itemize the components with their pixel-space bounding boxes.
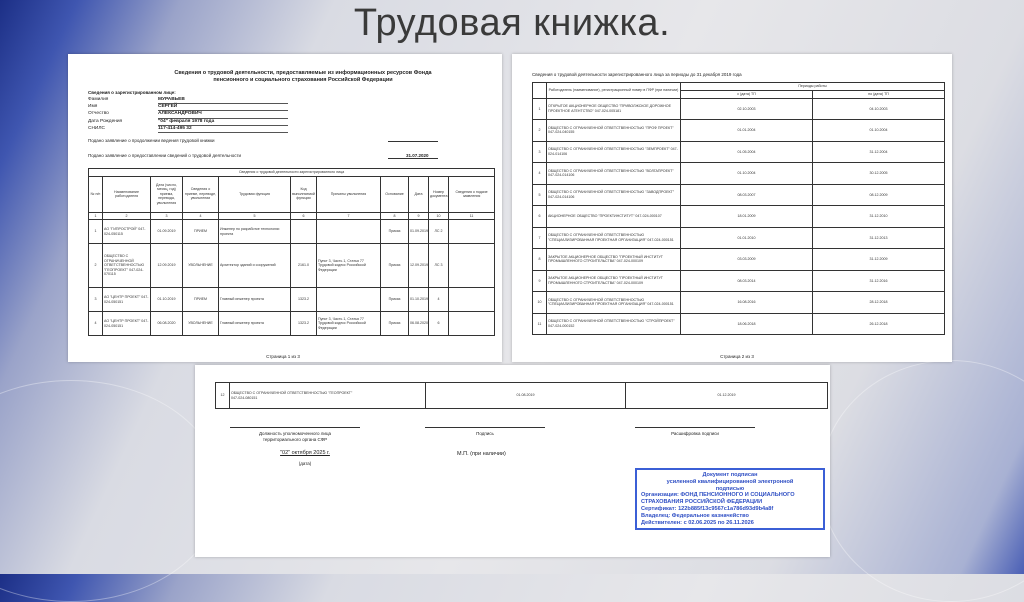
employment-column-header: Дата [409,176,429,212]
table-row [533,292,945,314]
history-cell-to: 31.12.2010 [813,206,945,228]
history-cell-emp: АКЦИОНЕРНОЕ ОБЩЕСТВО "ПРОЕКТИНСТИТУТ" 047-024-000107 [547,206,681,228]
table-row [89,244,495,288]
table-row [533,313,945,335]
employment-column-number: 6 [291,212,317,220]
table-row [533,163,945,185]
history-cell-n: 4 [533,163,547,185]
history-cell-to: 28.12.2018 [813,292,945,314]
page2-label: Страница 2 из 3 [720,354,754,359]
history-cell-n: 8 [533,249,547,271]
background-swirl [0,380,222,602]
sign-date-caption: (дата) [298,461,312,466]
history-cell-from: 08.03.2007 [681,184,813,206]
stamp-line2: усиленной квалифицированной электронной [666,478,794,485]
history-employer-header: Работодатель (наименование), регистрационный номер в ПФР (при наличии) [547,83,681,99]
person-field-value: СЕРГЕЙ [158,104,288,111]
employment-cell-ddate: 01.09.2019 [409,220,429,244]
employment-cell-doc: Приказ [381,244,409,288]
history-cell-emp: ЗАКРЫТОЕ АКЦИОНЕРНОЕ ОБЩЕСТВО "ПРОЕКТНЫЙ ИНСТИТУТ ПРОМЫШЛЕННОГО СТРОИТЕЛЬСТВА" 047-024-000109 [547,249,681,271]
history-to-header: по (дата) ТП [813,90,945,98]
slide-title: Трудовая книжка. [353,2,671,44]
table-row [533,227,945,249]
employment-cell-reason: Пункт 3, Часть 1, Статья 77 Трудовой кодекс Российской Федерации [317,244,381,288]
employment-cell-num: ЛС 2 [429,220,449,244]
employment-column-header: Номер документа [429,176,449,212]
employment-cell-doc: Приказ [381,220,409,244]
history-cell-from: 01.01.2010 [681,227,813,249]
employment-column-header: Код выполняемой функции [291,176,317,212]
employment-cell-date: 06.08.2020 [151,312,183,336]
stamp-organization: Организация: ФОНД ПЕНСИОННОГО И СОЦИАЛЬНОГО СТРАХОВАНИЯ РОССИЙСКОЙ ФЕДЕРАЦИИ [641,492,795,506]
stamp-certificate: Сертификат: 122b885f13c9567c1a786d93d9b4a8f [641,505,774,512]
person-fields [88,97,298,133]
employment-cell-num: 6 [429,312,449,336]
statement2-line [388,158,438,159]
page1-heading: Сведения о трудовой деятельности, предоставляемые из информационных ресурсов Фонда пенсионного и социального страхования Российской Федерации [174,70,432,83]
sign-decode-line [635,427,755,428]
sign-position-caption: Должность уполномоченного лица территориального органа СФР [258,431,332,442]
person-field [88,111,298,118]
page3-from-date: 01.08.2019 [426,383,626,409]
sign-signature-line [425,427,545,428]
history-cell-emp: ОБЩЕСТВО С ОГРАНИЧЕННОЙ ОТВЕТСТВЕННОСТЬЮ "ЗАВОДПРОЕКТ" 047-024-014106 [547,184,681,206]
employment-column-number: 1 [89,212,103,220]
history-cell-n: 7 [533,227,547,249]
history-cell-from: 03.03.2009 [681,249,813,271]
employment-cell-code: 1323.2 [291,312,317,336]
history-cell-n: 11 [533,313,547,335]
employment-cell-code: 1323.2 [291,288,317,312]
employment-column-header: Трудовая функция [219,176,291,212]
employment-column-number: 5 [219,212,291,220]
statement-continue-book: Подано заявление о продолжении ведения трудовой книжки [88,138,215,143]
employment-table [88,168,495,336]
employment-column-header: Причины увольнения [317,176,381,212]
table-row [533,120,945,142]
employment-cell-date: 01.09.2019 [151,220,183,244]
person-field-label: Фамилия [88,97,109,102]
employment-cell-date: 01.10.2019 [151,288,183,312]
person-field-value: МУРАВЬЕВ [158,97,288,104]
employment-cell-event: ПРИЕМ [183,220,219,244]
person-field [88,119,298,126]
person-header: Сведения о зарегистрированном лице: [88,90,176,95]
history-cell-emp: ОБЩЕСТВО С ОГРАНИЧЕННОЙ ОТВЕТСТВЕННОСТЬЮ "СПЕЦИАЛИЗИРОВАННАЯ ПРОЕКТНАЯ ОРГАНИЗАЦИЯ" 047-024-000151 [547,292,681,314]
employment-cell-doc: Приказ [381,288,409,312]
page3-employer: ОБЩЕСТВО С ОГРАНИЧЕННОЙ ОТВЕТСТВЕННОСТЬЮ "ГЕОПРОЕКТ" [231,391,353,395]
employment-cell-emp: АО "ЦЕНТР ПРОЕКТ" 047-024-050151 [103,312,151,336]
employment-cell-func: Главный инженер проекта [219,312,291,336]
sign-decode-caption: Расшифровка подписи [671,431,719,436]
history-cell-emp: ОБЩЕСТВО С ОГРАНИЧЕННОЙ ОТВЕТСТВЕННОСТЬЮ "СПЕЦИАЛИЗИРОВАННАЯ ПРОЕКТНАЯ ОРГАНИЗАЦИЯ" 047-024-000151 [547,227,681,249]
employment-cell-code [291,220,317,244]
employment-cell-func: Инженер по разработке технологии проекта [219,220,291,244]
employment-cell-reason [317,288,381,312]
employment-cell-code: 2161.0 [291,244,317,288]
mp-text: М.П. (при наличии) [457,451,506,457]
history-cell-to: 04.10.2003 [813,98,945,120]
employment-column-header: Сведения о приеме, переводе, увольнении [183,176,219,212]
history-cell-from: 08.03.2014 [681,270,813,292]
history-cell-from: 18.06.2018 [681,313,813,335]
history-cell-n: 6 [533,206,547,228]
history-cell-to: 31.12.2013 [813,227,945,249]
employment-cell-app [449,312,495,336]
employment-column-number: 7 [317,212,381,220]
employment-column-header: Наименование работодателя [103,176,151,212]
employment-cell-app [449,244,495,288]
employment-cell-func: Главный инженер проекта [219,288,291,312]
table-row [89,288,495,312]
history-table [532,82,945,335]
employment-cell-ddate: 06.08.2020 [409,312,429,336]
history-cell-from: 02.10.2003 [681,98,813,120]
document-page-1 [68,54,502,362]
history-cell-to: 26.12.2018 [813,313,945,335]
employment-cell-emp: АО "ЦЕНТР ПРОЕКТ" 047-024-050151 [103,288,151,312]
page3-table [215,382,828,409]
person-field-label: Отчество [88,111,109,117]
stamp-line1: Документ подписан [702,472,758,478]
person-field-value: АЛЕКСАНДРОВИЧ [158,111,288,118]
employment-cell-n: 4 [89,312,103,336]
history-period-header: Периоды работы [681,83,945,91]
history-cell-n: 2 [533,120,547,142]
table-row [533,270,945,292]
employment-column-header: Сведения о подаче заявления [449,176,495,212]
page1-label: Страница 1 из 3 [266,354,300,359]
person-field-label: СНИЛС [88,125,105,131]
person-field [88,126,298,133]
employment-column-number: 8 [381,212,409,220]
history-cell-to: 08.12.2009 [813,184,945,206]
history-cell-from: 01.10.2004 [681,163,813,185]
employment-cell-ddate: 01.10.2019 [409,288,429,312]
table-row [89,312,495,336]
page3-row-number: 12 [216,383,230,409]
page3-reg-number: 047-024-080151 [231,395,258,400]
employment-cell-app [449,220,495,244]
document-page-3 [195,365,830,557]
employment-cell-n: 1 [89,220,103,244]
history-cell-to: 01.10.2004 [813,120,945,142]
statement2-date: 31.07.2020 [406,153,429,158]
person-field [88,97,298,104]
employment-cell-event: УВОЛЬНЕНИЕ [183,312,219,336]
table-row [533,141,945,163]
employment-cell-ddate: 12.09.2019 [409,244,429,288]
history-cell-to: 31.12.2009 [813,249,945,271]
history-from-header: с (дата) ТП [681,90,813,98]
employment-column-number: 11 [449,212,495,220]
history-cell-from: 16.08.2016 [681,292,813,314]
employment-cell-date: 12.09.2019 [151,244,183,288]
history-cell-emp: ОБЩЕСТВО С ОГРАНИЧЕННОЙ ОТВЕТСТВЕННОСТЬЮ "ЗЕМПРОЕКТ" 047-024-014106 [547,141,681,163]
employment-cell-emp: ОБЩЕСТВО С ОГРАНИЧЕННОЙ ОТВЕТСТВЕННОСТЬЮ "ГЕОПРОЕКТ" 047-024-070115 [103,244,151,288]
statement-provide-info: Подано заявление о предоставлении сведений о трудовой деятельности [88,153,242,158]
employment-cell-app [449,288,495,312]
employment-cell-num: 4 [429,288,449,312]
person-field-label: Имя [88,104,98,110]
electronic-signature-stamp [635,468,825,530]
history-cell-emp: ОБЩЕСТВО С ОГРАНИЧЕННОЙ ОТВЕТСТВЕННОСТЬЮ "ПРОФ ПРОЕКТ" 047-024-040155 [547,120,681,142]
employment-column-header: Основание [381,176,409,212]
history-cell-n: 9 [533,270,547,292]
stamp-owner: Владелец: Федеральное казначейство [641,512,749,519]
history-cell-n: 10 [533,292,547,314]
table-row [533,206,945,228]
employment-column-header: № п/п [89,176,103,212]
page3-to-date: 01.12.2019 [626,383,828,409]
stamp-validity: Действителен: с 02.06.2025 по 26.11.2026 [641,519,754,526]
background-swirl [820,360,1024,602]
employment-column-header: Дата (число, месяц, год) приема, перевода, увольнения [151,176,183,212]
employment-column-number: 9 [409,212,429,220]
employment-cell-n: 3 [89,288,103,312]
statement1-line [388,141,438,142]
table-row [533,98,945,120]
history-cell-to: 30.12.2005 [813,163,945,185]
history-cell-n: 5 [533,184,547,206]
history-cell-emp: ОБЩЕСТВО С ОГРАНИЧЕННОЙ ОТВЕТСТВЕННОСТЬЮ "ВОЛГАПРОЕКТ" 047-024-014106 [547,163,681,185]
employment-cell-doc: Приказ [381,312,409,336]
employment-cell-event: УВОЛЬНЕНИЕ [183,244,219,288]
sign-date: "02" октября 2025 г. [280,450,330,456]
history-cell-from: 01.05.2004 [681,141,813,163]
table-row [533,184,945,206]
employment-column-number: 4 [183,212,219,220]
history-cell-emp: ОБЩЕСТВО С ОГРАНИЧЕННОЙ ОТВЕТСТВЕННОСТЬЮ "СТРОЙПРОЕКТ" 047-024-000152 [547,313,681,335]
employment-cell-func: Архитектор зданий и сооружений [219,244,291,288]
employment-table-title: Сведения о трудовой деятельности зарегистрированного лица [89,169,495,177]
history-cell-n: 1 [533,98,547,120]
employment-column-number: 10 [429,212,449,220]
page2-heading: Сведения о трудовой деятельности зарегистрированного лица за периоды до 31 декабря 2019 года [532,72,742,77]
history-cell-n: 3 [533,141,547,163]
employment-cell-reason [317,220,381,244]
stamp-line3: подписью [715,485,745,492]
history-cell-to: 31.12.2004 [813,141,945,163]
employment-cell-emp: АО "ГИПРОСТРОЙ" 047-024-050115 [103,220,151,244]
person-field-value: "04" февраля 1978 года [158,119,288,126]
history-cell-emp: ЗАКРЫТОЕ АКЦИОНЕРНОЕ ОБЩЕСТВО "ПРОЕКТНЫЙ ИНСТИТУТ ПРОМЫШЛЕННОГО СТРОИТЕЛЬСТВА" 047-024-000109 [547,270,681,292]
employment-cell-num: ЛС 3 [429,244,449,288]
history-cell-to: 31.12.2016 [813,270,945,292]
employment-cell-event: ПРИЕМ [183,288,219,312]
history-cell-from: 01.01.2004 [681,120,813,142]
table-row [89,220,495,244]
history-cell-emp: ОТКРЫТОЕ АКЦИОНЕРНОЕ ОБЩЕСТВО "ПРИВОЛЖСКОЕ ДОРОЖНОЕ ПРОЕКТНОЕ АГЕНТСТВО" 047-024-005181 [547,98,681,120]
person-field-label: Дата Рождения [88,118,123,124]
history-cell-from: 18.01.2009 [681,206,813,228]
sign-signature-caption: Подпись [476,431,494,436]
document-page-2 [512,54,952,362]
employment-column-number: 3 [151,212,183,220]
employment-column-number: 2 [103,212,151,220]
sign-position-line [230,427,360,428]
table-row [533,249,945,271]
employment-cell-n: 2 [89,244,103,288]
person-field-value: 117-414-495 32 [158,126,288,133]
employment-cell-reason: Пункт 3, Часть 1, Статья 77 Трудовой кодекс Российской Федерации [317,312,381,336]
